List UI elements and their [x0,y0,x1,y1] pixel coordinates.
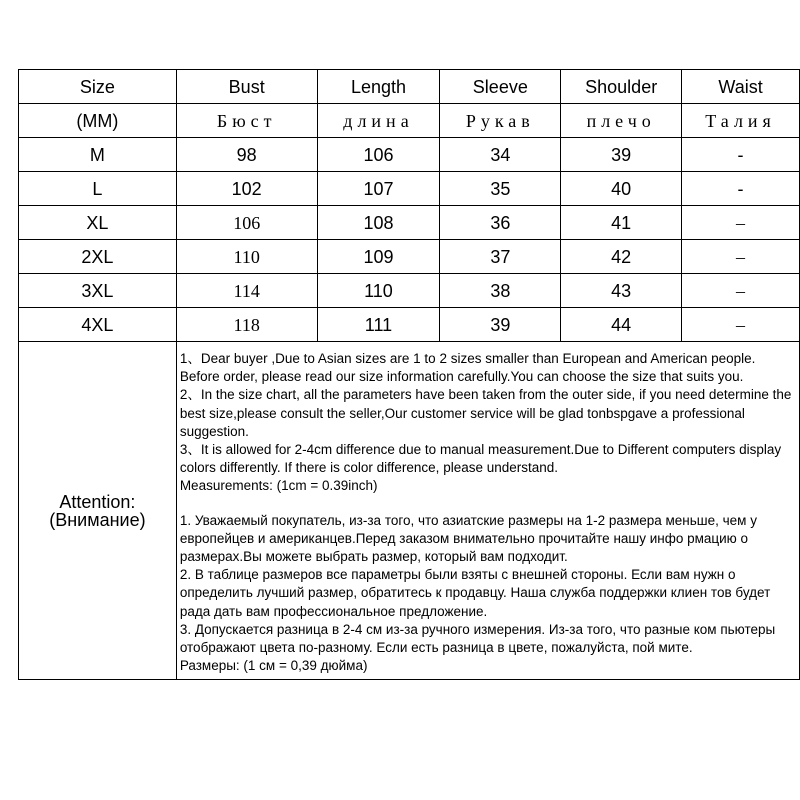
header-sleeve-ru: Рукав [440,104,561,138]
waist-cell: - [682,138,800,172]
units-row [19,104,800,138]
length-cell: 110 [317,274,440,308]
header-waist-ru: Талия [682,104,800,138]
size-cell: 2XL [19,240,177,274]
bust-cell: 118 [176,308,317,342]
note-ru-3: 3. Допускается разница в 2-4 см из-за ручного измерения. Из-за того, что разные ком пьютеры отображают цвета по-разному. Если есть разница в цвете, пожалуйста, пой мите. [179,621,776,656]
waist-cell: - [682,172,800,206]
header-shoulder: Shoulder [561,70,682,104]
waist-cell: – [682,308,800,342]
shoulder-cell: 43 [561,274,682,308]
header-length: Length [317,70,440,104]
bust-cell: 98 [176,138,317,172]
length-cell: 107 [317,172,440,206]
waist-cell: – [682,206,800,240]
shoulder-cell: 41 [561,206,682,240]
size-cell: L [19,172,177,206]
sleeve-cell: 34 [440,138,561,172]
header-shoulder-ru: плечо [561,104,682,138]
attention-label [19,342,177,680]
size-cell: 3XL [19,274,177,308]
note-en-1: 1、Dear buyer ,Due to Asian sizes are 1 to 2 sizes smaller than European and American people. Before order, please read our size information carefully.You can choose the size that suits you. [179,351,756,385]
note-en-3: 3、It is allowed for 2-4cm difference due to manual measurement.Due to Different computers display colors differently. If there is color difference, please understand. [179,442,782,476]
table-row [19,240,800,274]
length-cell: 111 [317,308,440,342]
note-en-2: 2、In the size chart, all the parameters have been taken from the outer side, if you need determine the best size,please consult the seller,Our customer service will be glad tonbspgave a professional suggestion. [179,387,792,439]
header-row [19,70,800,104]
attention-row [19,342,800,680]
size-chart-table [18,69,800,680]
attention-notes [176,342,799,680]
table-row [19,274,800,308]
shoulder-cell: 39 [561,138,682,172]
attention-label-en: Attention: [59,491,136,512]
table-row [19,308,800,342]
header-size: Size [19,70,177,104]
shoulder-cell: 44 [561,308,682,342]
size-cell: XL [19,206,177,240]
bust-cell: 114 [176,274,317,308]
note-ru-1: 1. Уважаемый покупатель, из-за того, что азиатские размеры на 1-2 размера меньше, чем у европейцев и американцев.Перед заказом внимательно прочитайте нашу инфо рмацию о размерах.Вы можете выбрать размер, который вам подходит. [179,512,757,565]
waist-cell: – [682,274,800,308]
sleeve-cell: 38 [440,274,561,308]
note-ru-measurements: Размеры: (1 см = 0,39 дюйма) [179,658,368,674]
units-label: (MM) [19,104,177,138]
notes-spacer [180,496,795,512]
header-length-ru: длина [317,104,440,138]
table-row [19,206,800,240]
length-cell: 106 [317,138,440,172]
header-waist: Waist [682,70,800,104]
sleeve-cell: 35 [440,172,561,206]
header-bust-ru: Бюст [176,104,317,138]
note-en-measurements: Measurements: (1cm = 0.39inch) [179,478,378,494]
attention-label-ru: (Внимание) [49,509,146,530]
shoulder-cell: 42 [561,240,682,274]
header-bust: Bust [176,70,317,104]
shoulder-cell: 40 [561,172,682,206]
bust-cell: 102 [176,172,317,206]
sleeve-cell: 39 [440,308,561,342]
bust-cell: 110 [176,240,317,274]
size-cell: M [19,138,177,172]
waist-cell: – [682,240,800,274]
sleeve-cell: 36 [440,206,561,240]
note-ru-2: 2. В таблице размеров все параметры были взяты с внешней стороны. Если вам нужн о определить лучший размер, обратитесь к продавцу. Наша служба поддержки клиен тов будет рада дать вам профессиональное предложение. [179,567,771,619]
size-cell: 4XL [19,308,177,342]
header-sleeve: Sleeve [440,70,561,104]
sleeve-cell: 37 [440,240,561,274]
table-row [19,138,800,172]
length-cell: 108 [317,206,440,240]
bust-cell: 106 [176,206,317,240]
table-row [19,172,800,206]
length-cell: 109 [317,240,440,274]
